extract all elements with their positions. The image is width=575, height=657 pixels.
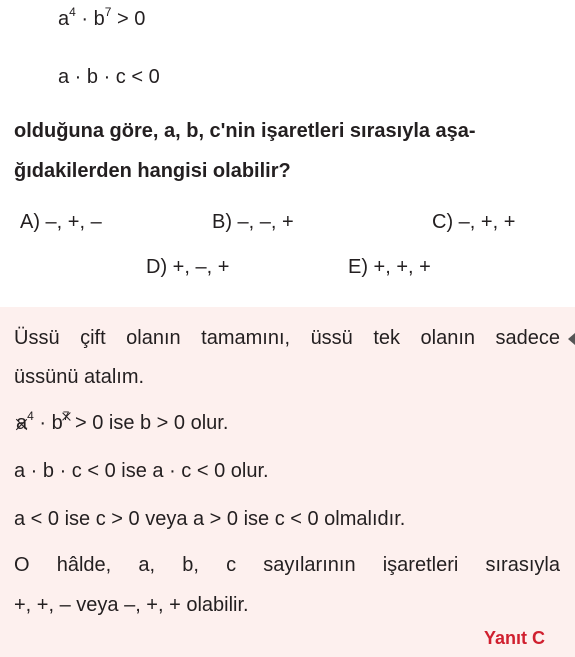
word: sadece (495, 327, 560, 349)
word: sırasıyla (485, 554, 560, 576)
var-b-part: · b (33, 412, 63, 434)
word: O (14, 554, 30, 576)
var-b-part: · b (75, 8, 105, 30)
answer-label: Yanıt C (484, 628, 546, 648)
word: tamamını, (201, 327, 291, 349)
option-d[interactable]: D) +, –, + (146, 256, 230, 278)
word: c (226, 554, 237, 576)
solution-line-1 (14, 327, 560, 350)
word: olanın (126, 327, 181, 349)
page-edge-arrow-icon (568, 333, 575, 345)
option-c[interactable]: C) –, +, + (432, 211, 516, 233)
option-e[interactable]: E) +, +, + (348, 256, 431, 278)
condition-expression-2: a · b · c < 0 (58, 66, 160, 88)
question-prompt-line-1: olduğuna göre, a, b, c'nin işaretleri sırasıyla aşa- (14, 120, 476, 142)
solution-line-3: $a^4 \cdot b^7 > 0$ ise b > 0 olur. (16, 409, 229, 434)
var-a: a (58, 8, 70, 30)
word: a, (138, 554, 156, 576)
condition-expression-1 (58, 5, 146, 31)
word: olanın (420, 327, 475, 349)
inequality-part: > 0 (111, 8, 146, 30)
solution-line-6 (14, 554, 560, 577)
word: sayılarının (263, 554, 356, 576)
exponent-b: 7 (104, 5, 112, 19)
solution-line-4: a · b · c < 0 ise a · c < 0 olur. (14, 460, 269, 482)
solution-line-5: a < 0 ise c > 0 veya a > 0 ise c < 0 olmalıdır. (14, 508, 406, 530)
solution-line-2: üssünü atalım. (14, 366, 145, 388)
word: tek (373, 327, 400, 349)
conclusion-b-positive: > 0 ise b > 0 olur. (69, 412, 229, 434)
word: işaretleri (382, 554, 459, 576)
crossed-var-a: a (16, 412, 28, 434)
word: b, (182, 554, 199, 576)
word: hâlde, (56, 554, 112, 576)
exponent-4: 4 (27, 409, 34, 423)
word: üssü (310, 327, 353, 349)
word: Üssü (14, 327, 60, 349)
question-prompt-line-2: ğıdakilerden hangisi olabilir? (14, 160, 291, 182)
solution-line-7: +, +, – veya –, +, + olabilir. (14, 594, 249, 616)
word: çift (80, 327, 106, 349)
option-b[interactable]: B) –, –, + (212, 211, 294, 233)
exponent-a: 4 (69, 5, 76, 19)
option-a[interactable]: A) –, +, – (20, 211, 102, 233)
